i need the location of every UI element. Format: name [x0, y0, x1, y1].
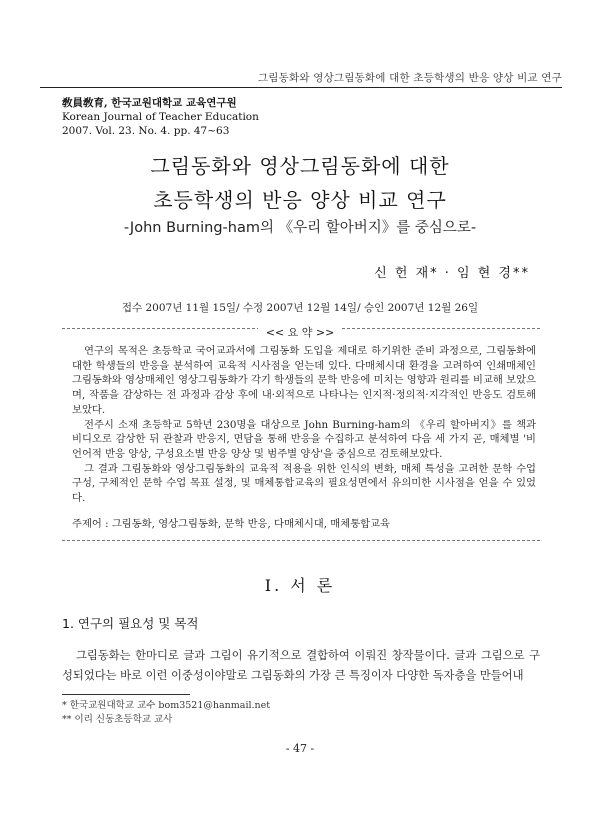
abstract-label-wrap: [0, 321, 600, 340]
journal-english-name: Korean Journal of Teacher Education: [62, 111, 259, 123]
abstract-bottom-rule: [62, 540, 540, 541]
keywords: 주제어 : 그림동화, 영상그림동화, 문학 반응, 다매체시대, 매체통합교육: [72, 518, 390, 530]
title-line-2: 초등학생의 반응 양상 비교 연구: [153, 188, 447, 212]
journal-info: [62, 96, 259, 138]
submission-dates: 접수 2007년 11월 15일/ 수정 2007년 12월 14일/ 승인 2007년 12월 26일: [121, 302, 479, 314]
footnote-1: * 한국교원대학교 교수 bom3521@hanmail.net: [62, 700, 271, 711]
running-head: 그림동화와 영상그림동화에 대한 초등학생의 반응 양상 비교 연구: [257, 72, 562, 84]
abstract-label: << 요 약 >>: [258, 326, 343, 339]
section-title: Ⅰ. 서 론: [264, 576, 336, 595]
abstract-paragraph: 연구의 목적은 초등학교 국어교과서에 그림동화 도입을 제대로 하기위한 준비 과정으로, 그림동화에 대한 학생들의 반응을 분석하여 교육적 시사점을 얻는데 있다. 다매체시대 환경을 고려하여 인쇄매체인 그림동화와 영상매체인 영상그림동화가 각기 학생들의 문학 반응에 미치는 영향과 원리를 비교해 보았으며, 작품을 감상하는 전 과정과 감상 후에 내·외적으로 나타나는 인지적·정의적·지각적인 반응도 검토해보았다.: [72, 345, 536, 416]
footnote-rule: [62, 694, 190, 695]
title-line-1: 그림동화와 영상그림동화에 대한: [150, 154, 450, 178]
abstract-body: [72, 344, 536, 506]
page-number: - 47 -: [285, 742, 315, 755]
subsection-title: 1. 연구의 필요성 및 목적: [62, 616, 199, 631]
footnotes: [62, 699, 270, 727]
journal-volume: 2007. Vol. 23. No. 4. pp. 47~63: [62, 125, 230, 137]
abstract-paragraph: 그 결과 그림동화와 영상그림동화의 교육적 적용을 위한 인식의 변화, 매체 특성을 고려한 문학 수업 구성, 구체적인 문학 수업 목표 설정, 및 매체통합교육의 필요성면에서 유의미한 시사점을 얻을 수 있었다.: [72, 462, 536, 505]
abstract-paragraph: 전주시 소재 초등학교 5학년 230명을 대상으로 John Burning-ham의 《우리 할아버지》를 책과 비디오로 감상한 뒤 관찰과 반응지, 면담을 통해 반응을 수집하고 분석하여 다음 세 가지 곧, 매체별 '비언어적 반응 양상, 구성요소별 반응 양상 및 범주별 양상'을 중심으로 검토해보았다.: [72, 418, 536, 460]
body-text: [62, 646, 540, 686]
journal-name: 敎員敎育, 한국교원대학교 교육연구원: [62, 97, 237, 109]
authors: 신 헌 재* · 임 현 경**: [374, 266, 530, 281]
subtitle: -John Burning-ham의 《우리 할아버지》를 중심으로-: [123, 220, 477, 236]
header-rule: [40, 87, 562, 88]
footnote-2: ** 이리 신동초등학교 교사: [62, 714, 173, 725]
body-paragraph: 그림동화는 한마디로 글과 그림이 유기적으로 결합하여 이뤄진 창작물이다. 글과 그림으로 구성되었다는 바로 이런 이중성이야말로 그림동화의 가장 큰 특징이자 다양한 독자층을 만들어내: [62, 649, 540, 682]
